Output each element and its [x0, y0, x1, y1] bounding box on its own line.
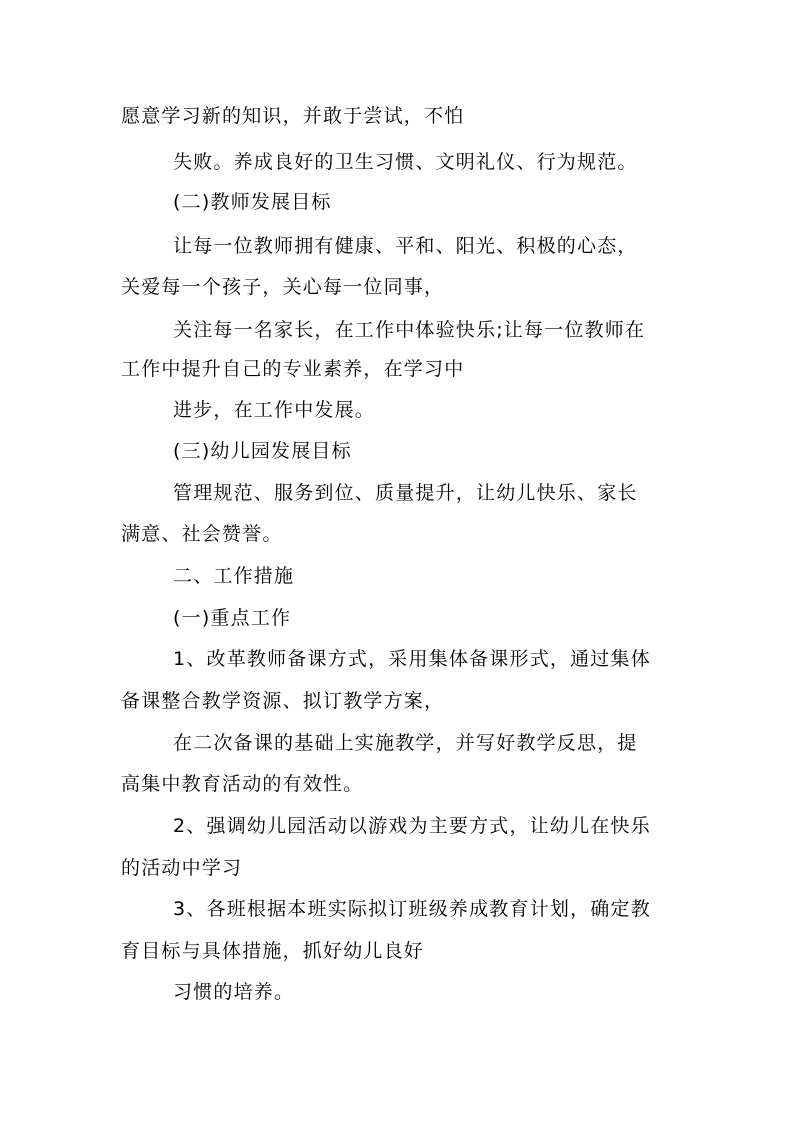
section-heading: (三)幼儿园发展目标: [173, 440, 352, 462]
text-line: 管理规范、服务到位、质量提升，让幼儿快乐、家长: [173, 482, 638, 504]
text-line: 育目标与具体措施，抓好幼儿良好: [121, 940, 425, 962]
section-heading: (二)教师发展目标: [173, 191, 332, 213]
text-line: 备课整合教学资源、拟订教学方案，: [121, 690, 445, 712]
text-line: 关注每一名家长，在工作中体验快乐;让每一位教师在: [173, 319, 646, 341]
section-heading: (一)重点工作: [173, 607, 292, 629]
text-line: 工作中提升自己的专业素养，在学习中: [121, 358, 465, 380]
text-line: 2、强调幼儿园活动以游戏为主要方式，让幼儿在快乐: [173, 815, 651, 837]
section-heading: 二、工作措施: [173, 565, 295, 587]
text-line: 在二次备课的基础上实施教学，并写好教学反思，提: [173, 732, 638, 754]
text-line: 的活动中学习: [121, 857, 243, 879]
text-line: 习惯的培养。: [173, 981, 295, 1003]
text-line: 失败。养成良好的卫生习惯、文明礼仪、行为规范。: [173, 151, 638, 173]
text-line: 3、各班根据本班实际拟订班级养成教育计划，确定教: [173, 898, 651, 920]
text-line: 满意、社会赞誉。: [121, 523, 283, 545]
text-line: 让每一位教师拥有健康、平和、阳光、积极的心态，: [173, 235, 638, 257]
text-line: 愿意学习新的知识，并敢于尝试，不怕: [121, 105, 465, 127]
text-line: 进步，在工作中发展。: [173, 399, 376, 421]
text-line: 1、改革教师备课方式，采用集体备课形式，通过集体: [173, 648, 651, 670]
text-line: 关爱每一个孩子，关心每一位同事，: [121, 276, 445, 298]
text-line: 高集中教育活动的有效性。: [121, 773, 364, 795]
